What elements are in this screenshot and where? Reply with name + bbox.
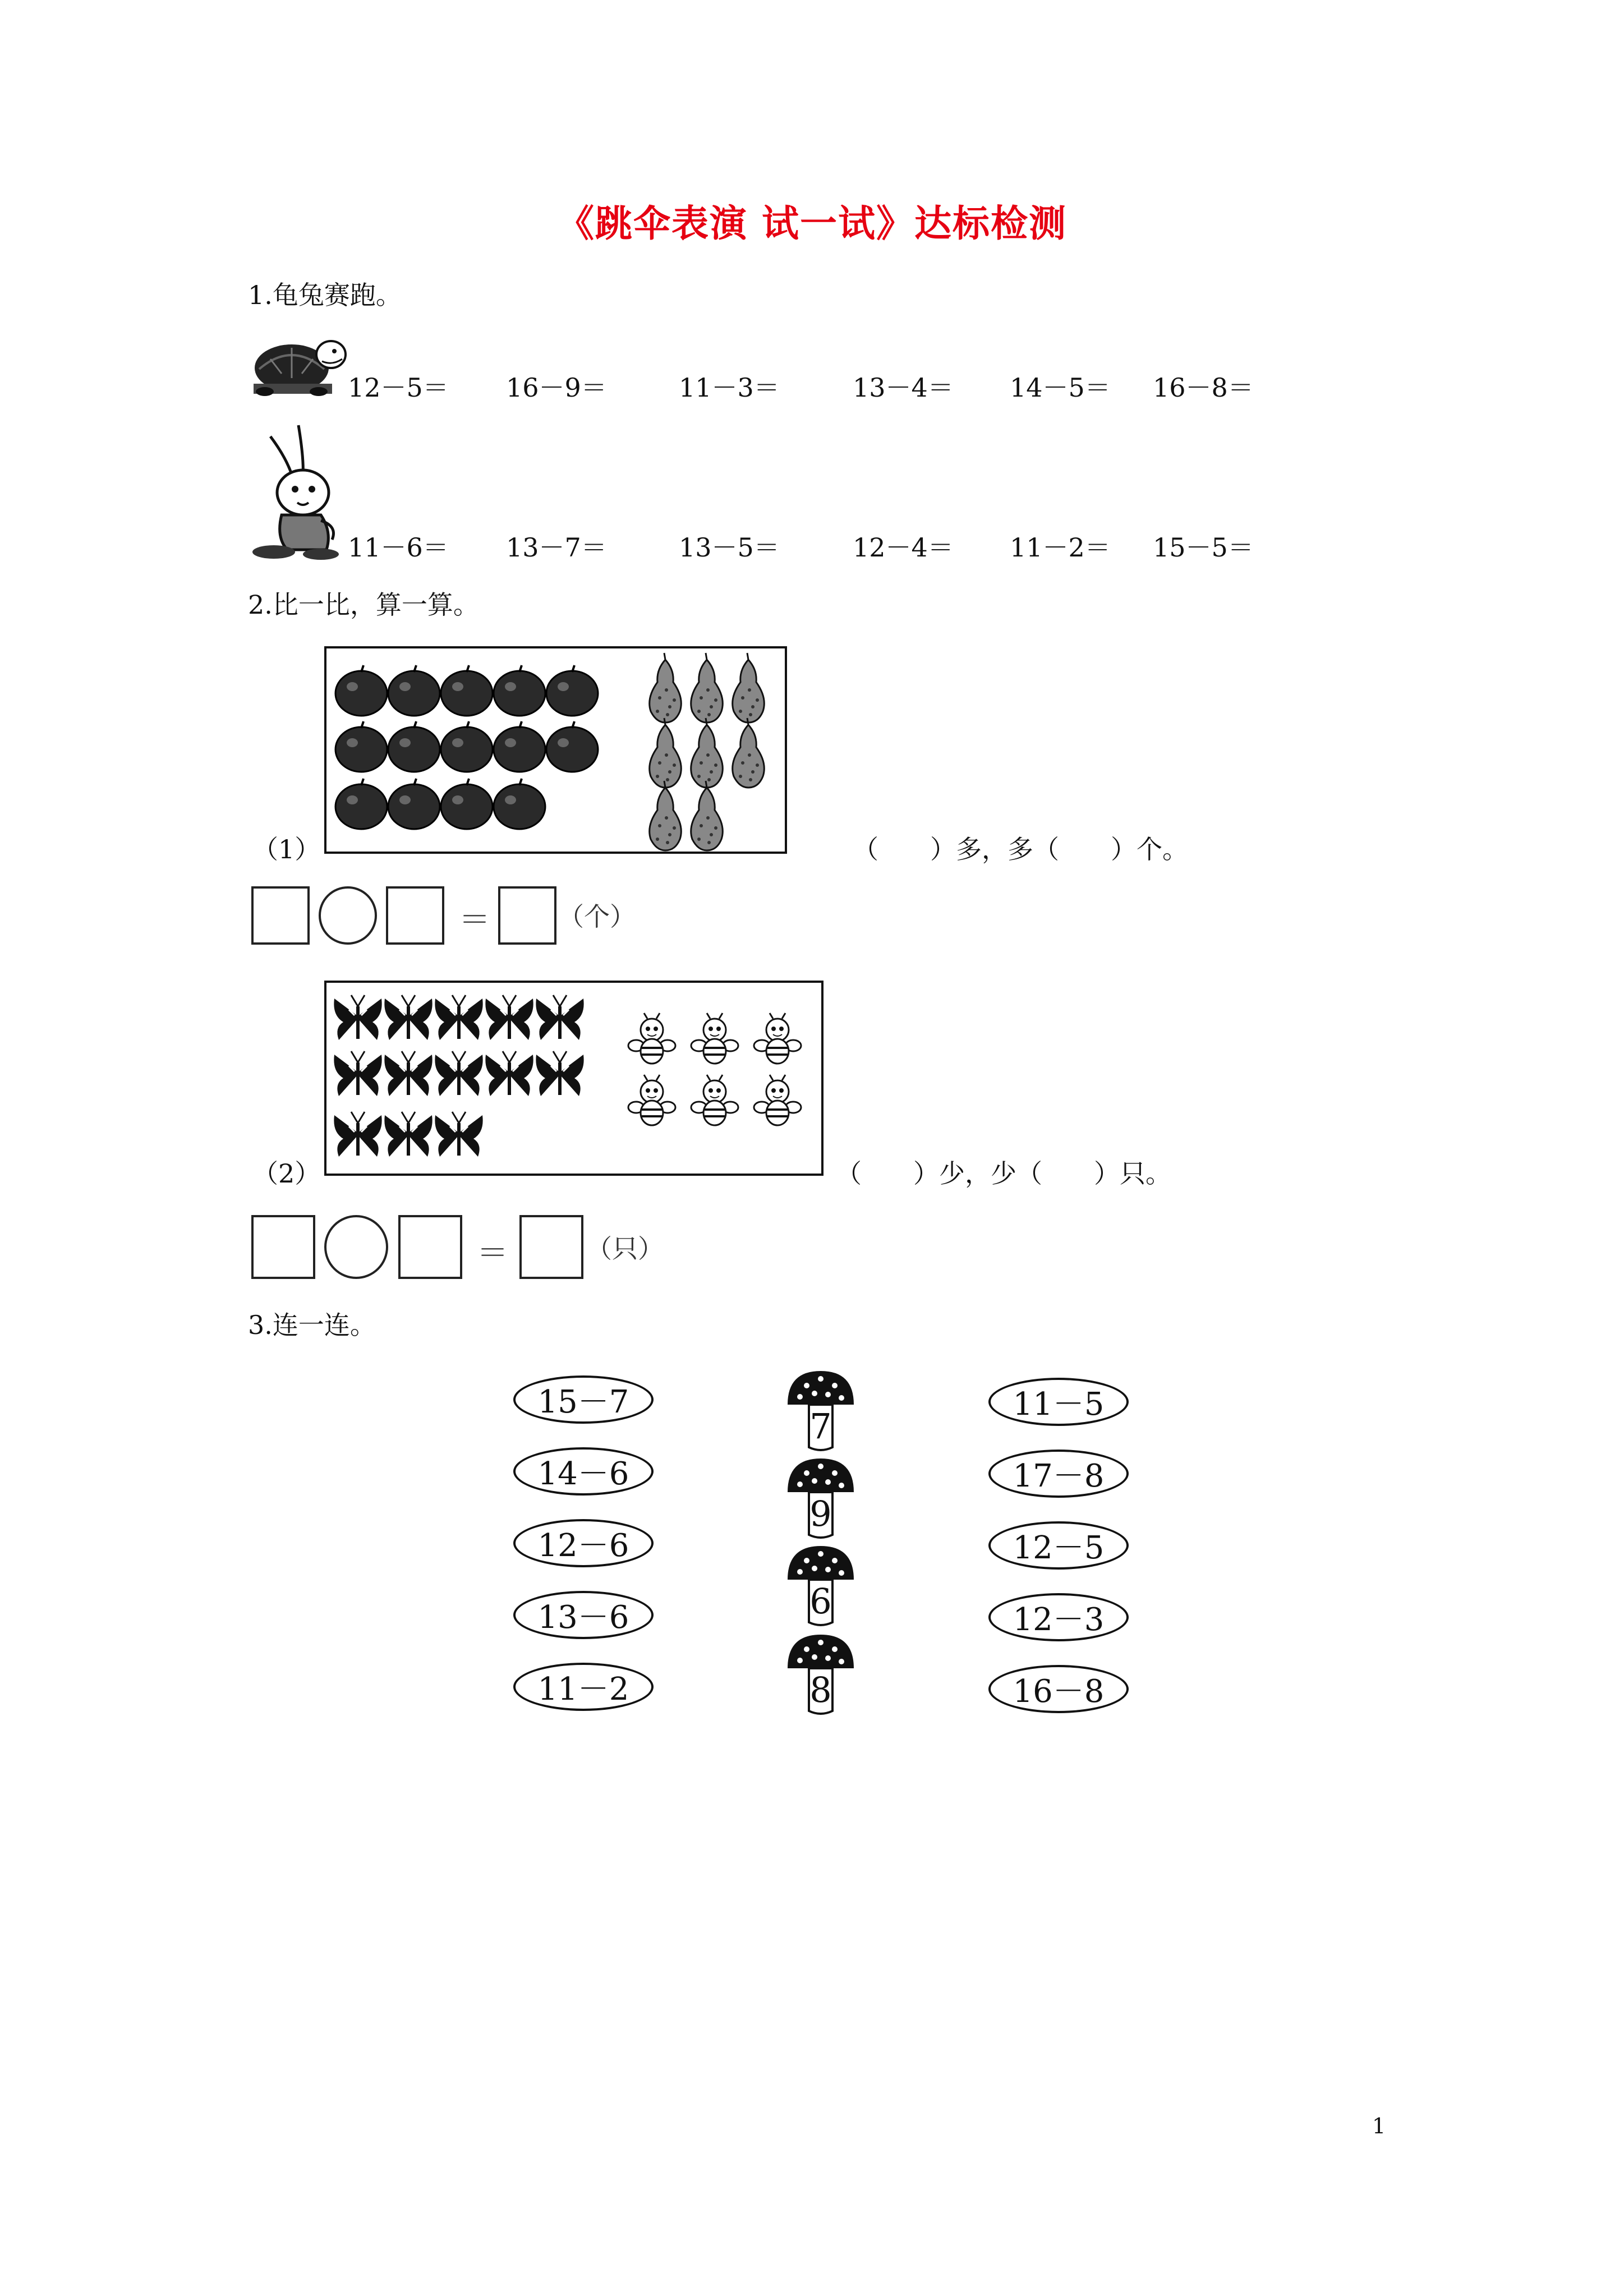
answer-box[interactable]	[519, 1215, 583, 1279]
mushroom[interactable]	[784, 1544, 857, 1628]
question-1-heading: 1.龟兔赛跑。	[248, 280, 402, 310]
turtle-problem: 13－4＝	[853, 372, 954, 403]
rabbit-problem: 13－5＝	[679, 532, 780, 563]
fruit-picture-box	[324, 646, 787, 854]
mushroom-number: 6	[809, 1581, 832, 1622]
question-3-heading: 3.连一连。	[248, 1310, 376, 1340]
mushroom[interactable]	[784, 1369, 857, 1453]
rabbit-problem: 11－2＝	[1010, 532, 1111, 563]
right-expression-oval[interactable]	[988, 1665, 1129, 1713]
expression-text: 12－6	[537, 1527, 629, 1564]
expression-text: 11－2	[537, 1671, 629, 1708]
right-expression-oval[interactable]	[988, 1521, 1129, 1570]
expression-text: 11－5	[1013, 1386, 1105, 1423]
turtle-problem: 11－3＝	[679, 372, 780, 403]
unit-label-ge: （个）	[558, 901, 636, 932]
expression-text: 13－6	[537, 1599, 629, 1636]
answer-box[interactable]	[251, 886, 310, 945]
part-1-label: （1）	[252, 834, 321, 864]
expression-text: 12－3	[1013, 1602, 1105, 1638]
left-expression-oval[interactable]	[513, 1447, 654, 1496]
rabbit-problem: 12－4＝	[853, 532, 954, 563]
mushroom-number: 7	[809, 1406, 832, 1447]
equals-sign: ＝	[477, 1235, 508, 1272]
equals-sign: ＝	[459, 902, 490, 938]
page-title: 《跳伞表演 试一试》达标检测	[557, 201, 1067, 245]
rabbit-problem: 13－7＝	[506, 532, 607, 563]
turtle-problem: 14－5＝	[1010, 372, 1111, 403]
answer-box[interactable]	[398, 1215, 462, 1279]
answer-box[interactable]	[251, 1215, 315, 1279]
right-expression-oval[interactable]	[988, 1378, 1129, 1426]
page-number: 1	[1372, 2114, 1386, 2138]
left-expression-oval[interactable]	[513, 1519, 654, 1567]
expression-text: 12－5	[1013, 1530, 1105, 1566]
mushroom[interactable]	[784, 1456, 857, 1540]
rabbit-icon	[248, 420, 343, 560]
unit-label-zhi: （只）	[586, 1234, 664, 1264]
answer-box[interactable]	[386, 886, 444, 945]
question-2-heading: 2.比一比，算一算。	[248, 590, 479, 620]
expression-text: 16－8	[1013, 1673, 1105, 1710]
mushroom-number: 9	[809, 1493, 832, 1534]
expression-text: 15－7	[537, 1384, 629, 1420]
expression-text: 17－8	[1013, 1458, 1105, 1494]
turtle-problem: 16－8＝	[1153, 372, 1254, 403]
operator-circle[interactable]	[319, 886, 377, 945]
operator-circle[interactable]	[324, 1215, 388, 1279]
turtle-icon	[248, 330, 349, 397]
left-expression-oval[interactable]	[513, 1375, 654, 1424]
left-expression-oval[interactable]	[513, 1591, 654, 1639]
answer-box[interactable]	[498, 886, 556, 945]
expression-text: 14－6	[537, 1456, 629, 1492]
turtle-problem: 16－9＝	[506, 372, 607, 403]
insect-picture-box	[324, 981, 823, 1176]
left-expression-oval[interactable]	[513, 1663, 654, 1711]
mushroom-number: 8	[809, 1669, 832, 1710]
part-2-question: （ ）少，少（ ）只。	[836, 1158, 1171, 1189]
rabbit-problem: 15－5＝	[1153, 532, 1254, 563]
apples-and-pears-picture	[326, 648, 785, 852]
turtle-problem: 12－5＝	[348, 372, 449, 403]
butterflies-and-bees-picture	[326, 983, 821, 1174]
right-expression-oval[interactable]	[988, 1450, 1129, 1498]
part-2-label: （2）	[252, 1158, 321, 1189]
right-expression-oval[interactable]	[988, 1593, 1129, 1641]
rabbit-problem: 11－6＝	[348, 532, 449, 563]
part-1-question: （ ）多，多（ ）个。	[853, 834, 1188, 864]
mushroom[interactable]	[784, 1632, 857, 1717]
